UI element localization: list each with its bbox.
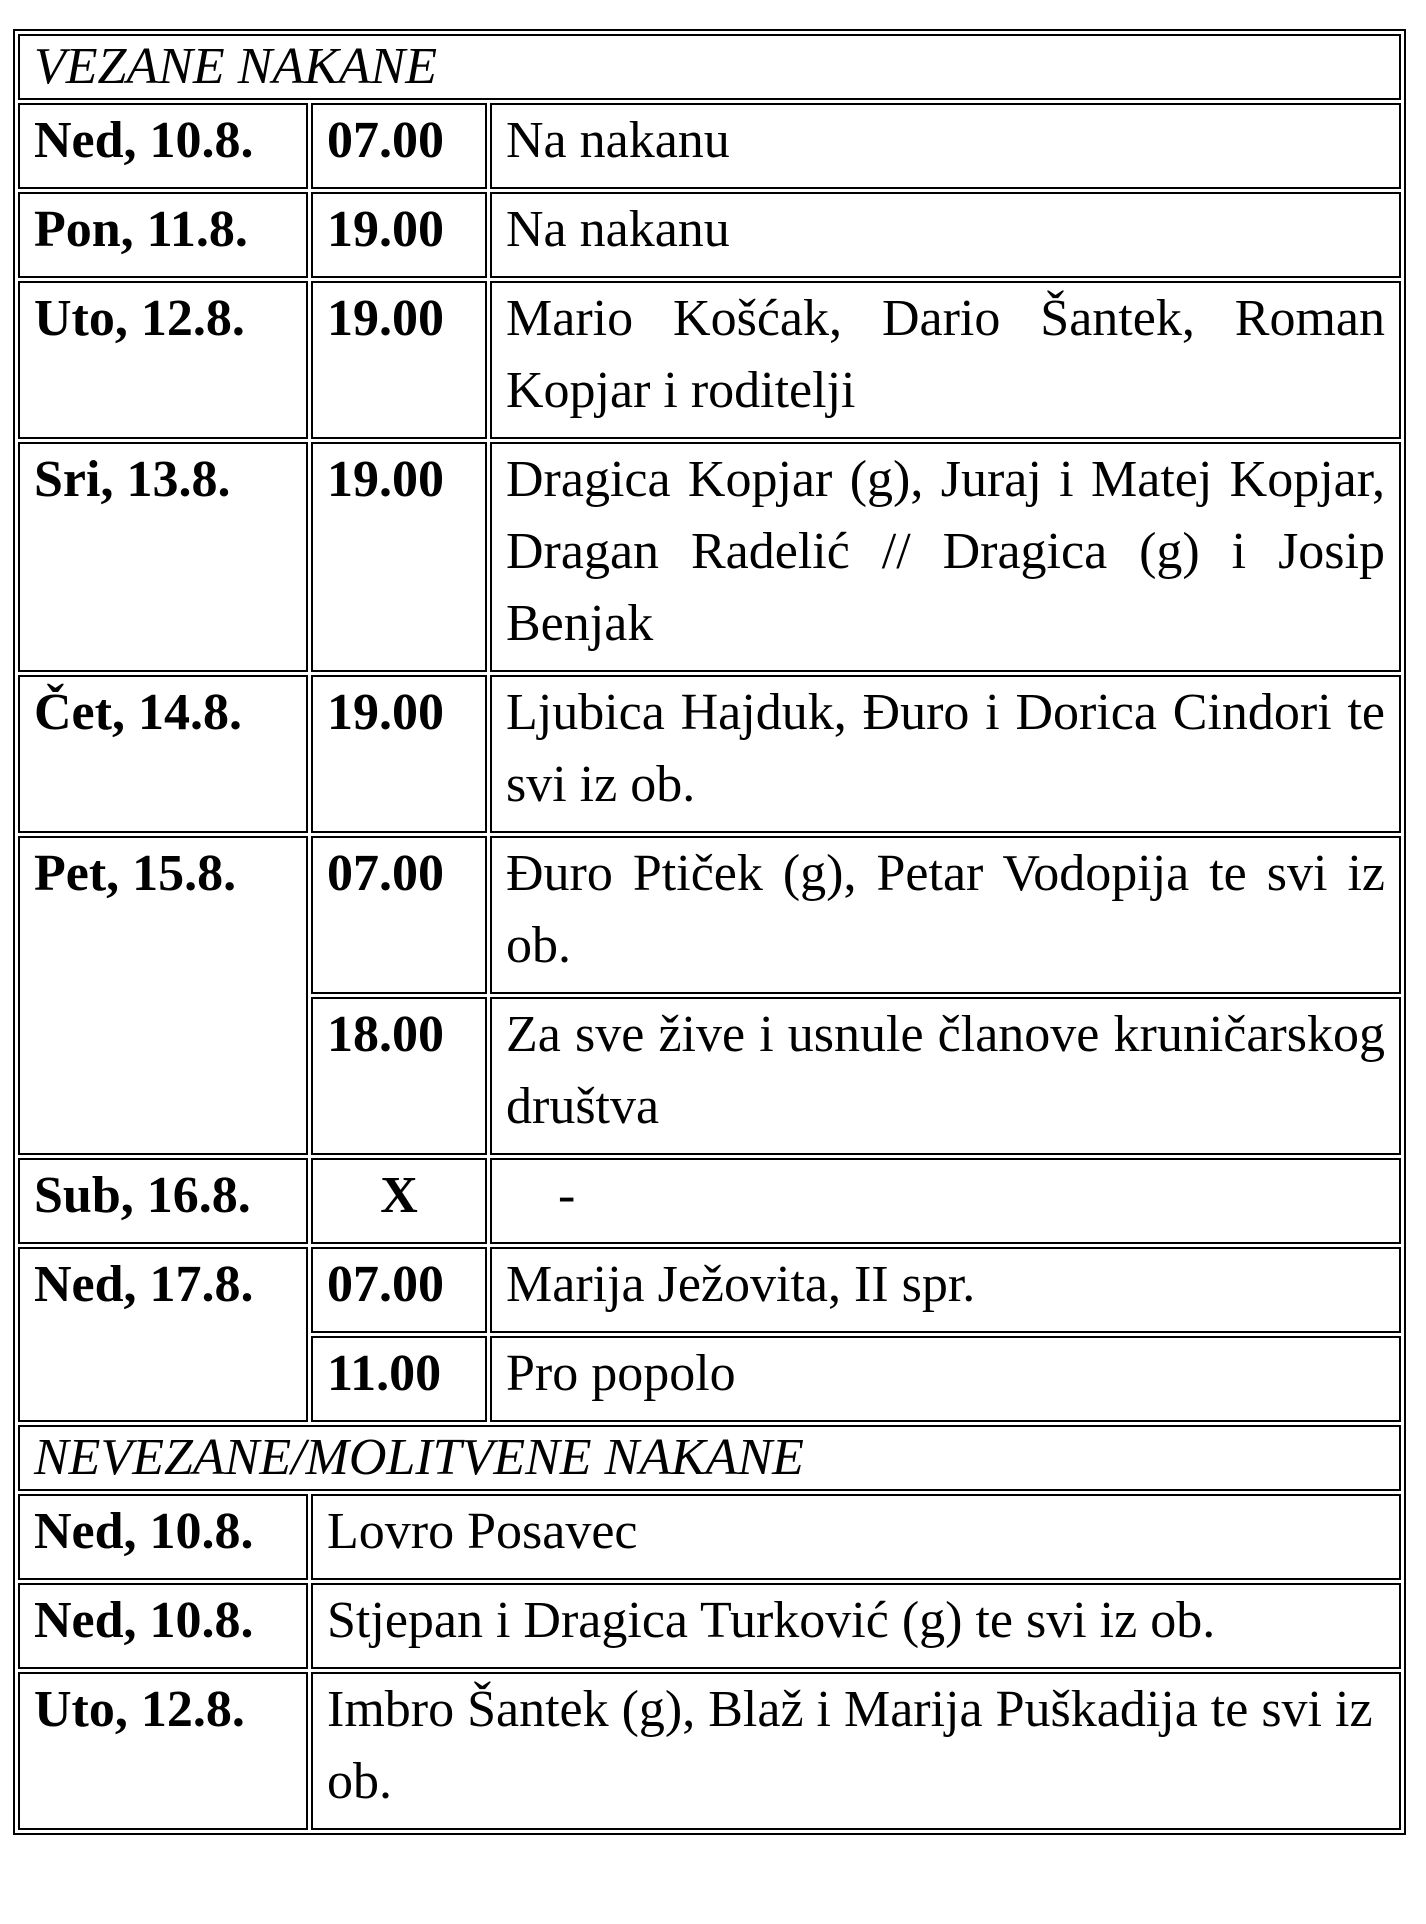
intention-cell: Ljubica Hajduk, Đuro i Dorica Cindori te svi iz ob. — [490, 675, 1401, 833]
intention-cell: - — [490, 1158, 1401, 1244]
day-cell: Ned, 10.8. — [18, 1494, 308, 1580]
day-cell: Čet, 14.8. — [18, 675, 308, 833]
day-cell: Sub, 16.8. — [18, 1158, 308, 1244]
intention-cell: Mario Košćak, Dario Šantek, Roman Kopjar i roditelji — [490, 281, 1401, 439]
section-header-vezane — [18, 34, 1401, 100]
intention-cell: Pro popolo — [490, 1336, 1401, 1422]
day-cell: Pon, 11.8. — [18, 192, 308, 278]
intention-cell: Stjepan i Dragica Turković (g) te svi iz ob. — [311, 1583, 1401, 1669]
day-cell: Ned, 10.8. — [18, 1583, 308, 1669]
table-row — [18, 1494, 1401, 1580]
section-header-nevezane — [18, 1425, 1401, 1491]
intention-cell: Za sve žive i usnule članove kruničarskog društva — [490, 997, 1401, 1155]
table-row — [18, 1158, 1401, 1244]
table-row — [18, 442, 1401, 672]
time-cell: 19.00 — [311, 192, 487, 278]
time-cell: 18.00 — [311, 997, 487, 1155]
table-row — [18, 1583, 1401, 1669]
mass-intentions-table — [13, 29, 1406, 1835]
time-cell: 07.00 — [311, 1247, 487, 1333]
table-row — [18, 1247, 1401, 1333]
table-row — [18, 675, 1401, 833]
time-cell: 19.00 — [311, 442, 487, 672]
table-row — [18, 103, 1401, 189]
table-row — [18, 1672, 1401, 1830]
time-cell: 07.00 — [311, 836, 487, 994]
time-cell: 07.00 — [311, 103, 487, 189]
time-cell: 11.00 — [311, 1336, 487, 1422]
table-row — [18, 836, 1401, 994]
day-cell: Uto, 12.8. — [18, 281, 308, 439]
intention-cell: Dragica Kopjar (g), Juraj i Matej Kopjar, Dragan Radelić // Dragica (g) i Josip Benjak — [490, 442, 1401, 672]
table-row — [18, 192, 1401, 278]
day-cell: Ned, 17.8. — [18, 1247, 308, 1422]
day-cell: Uto, 12.8. — [18, 1672, 308, 1830]
day-cell: Ned, 10.8. — [18, 103, 308, 189]
intention-cell: Imbro Šantek (g), Blaž i Marija Puškadija te svi iz ob. — [311, 1672, 1401, 1830]
day-cell: Sri, 13.8. — [18, 442, 308, 672]
intention-cell: Na nakanu — [490, 103, 1401, 189]
intention-cell: Na nakanu — [490, 192, 1401, 278]
day-cell: Pet, 15.8. — [18, 836, 308, 1155]
intention-cell: Lovro Posavec — [311, 1494, 1401, 1580]
section-title: NEVEZANE/MOLITVENE NAKANE — [18, 1425, 1401, 1491]
table-row — [18, 281, 1401, 439]
section-title: VEZANE NAKANE — [18, 34, 1401, 100]
intention-cell: Marija Ježovita, II spr. — [490, 1247, 1401, 1333]
mass-intentions-document — [13, 29, 1406, 1835]
intention-cell: Đuro Ptiček (g), Petar Vodopija te svi iz ob. — [490, 836, 1401, 994]
time-cell: 19.00 — [311, 281, 487, 439]
time-cell: X — [311, 1158, 487, 1244]
time-cell: 19.00 — [311, 675, 487, 833]
